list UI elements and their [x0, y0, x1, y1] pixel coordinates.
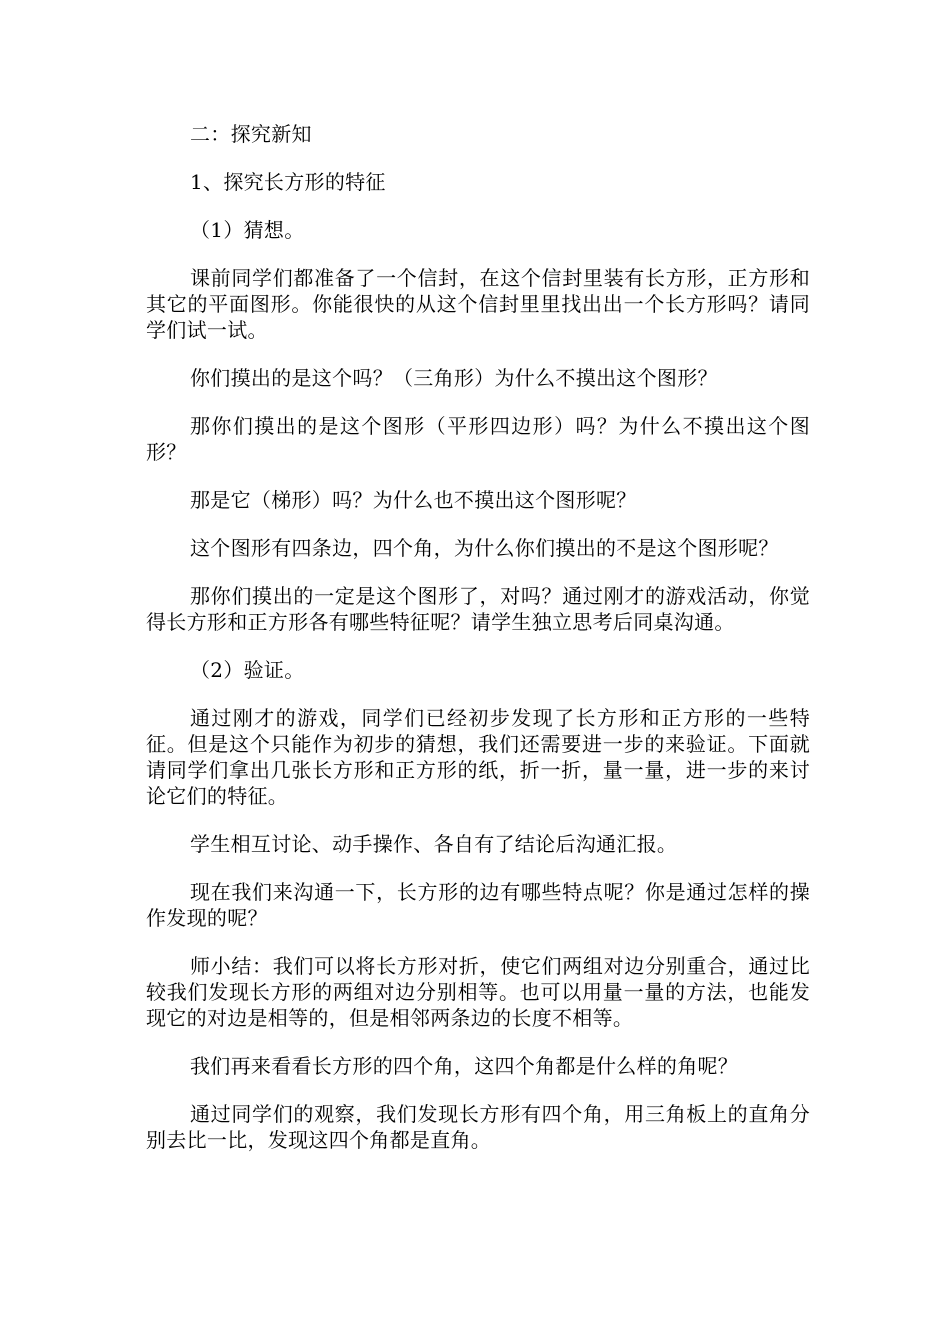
paragraph: 学生相互讨论、动手操作、各自有了结论后沟通汇报。: [190, 832, 678, 856]
paragraph: 那你们摸出的是这个图形（平形四边形）吗？为什么不摸出这个图形？: [146, 414, 810, 464]
document-body: [146, 121, 810, 1175]
step-heading-guess: （1）猜想。: [190, 218, 305, 242]
step-heading-verify: （2）验证。: [190, 658, 305, 682]
paragraph: 通过同学们的观察，我们发现长方形有四个角，用三角板上的直角分别去比一比，发现这四个角都是直角。: [146, 1102, 810, 1152]
paragraph: 课前同学们都准备了一个信封，在这个信封里装有长方形，正方形和其它的平面图形。你能很快的从这个信封里里找出出一个长方形吗？请同学们试一试。: [146, 266, 810, 342]
paragraph: 这个图形有四条边，四个角，为什么你们摸出的不是这个图形呢？: [190, 536, 779, 560]
paragraph: 那你们摸出的一定是这个图形了，对吗？通过刚才的游戏活动，你觉得长方形和正方形各有哪些特征呢？请学生独立思考后同桌沟通。: [146, 584, 810, 634]
paragraph: 那是它（梯形）吗？为什么也不摸出这个图形呢？: [190, 488, 637, 512]
paragraph: 我们再来看看长方形的四个角，这四个角都是什么样的角呢？: [190, 1054, 739, 1078]
subsection-heading: 1、探究长方形的特征: [190, 170, 386, 194]
paragraph: 现在我们来沟通一下，长方形的边有哪些特点呢？你是通过怎样的操作发现的呢？: [146, 880, 810, 930]
teacher-summary: 师小结：我们可以将长方形对折，使它们两组对边分别重合，通过比较我们发现长方形的两组对边分别相等。也可以用量一量的方法，也能发现它的对边是相等的，但是相邻两条边的长度不相等。: [146, 954, 810, 1030]
paragraph: 通过刚才的游戏，同学们已经初步发现了长方形和正方形的一些特征。但是这个只能作为初步的猜想，我们还需要进一步的来验证。下面就请同学们拿出几张长方形和正方形的纸，折一折，量一量，进一步的来讨论它们的特征。: [146, 706, 810, 808]
paragraph: 你们摸出的是这个吗？（三角形）为什么不摸出这个图形？: [190, 366, 718, 390]
section-heading: 二：探究新知: [190, 122, 312, 146]
